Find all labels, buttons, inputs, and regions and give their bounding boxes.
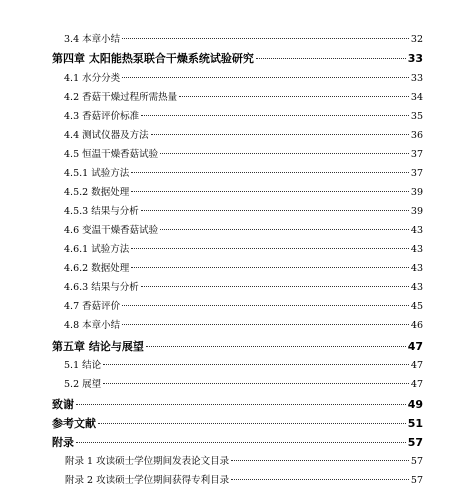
toc-entry-page-number: 46: [410, 320, 423, 331]
toc-entry[interactable]: [0, 50, 463, 69]
toc-entry-page-number: 49: [407, 398, 423, 411]
toc-dot-leader: [103, 383, 409, 384]
toc-entry[interactable]: [0, 279, 463, 298]
toc-entry-title: 5.2 展望: [64, 379, 102, 390]
toc-dot-leader: [122, 305, 409, 306]
toc-dot-leader: [179, 96, 409, 97]
toc-dot-leader: [256, 58, 406, 59]
toc-entry-title: 4.6 变温干燥香菇试验: [64, 225, 159, 236]
toc-dot-leader: [160, 153, 409, 154]
toc-entry[interactable]: [0, 415, 463, 434]
toc-entry[interactable]: [0, 357, 463, 376]
toc-entry-title: 第四章 太阳能热泵联合干燥系统试验研究: [52, 52, 254, 65]
toc-entry-title: 4.5.3 结果与分析: [64, 206, 139, 217]
toc-entry[interactable]: [0, 184, 463, 203]
toc-entry-page-number: 33: [410, 73, 423, 84]
toc-entry[interactable]: [0, 317, 463, 336]
toc-entry-page-number: 45: [410, 301, 423, 312]
toc-entry-page-number: 32: [410, 34, 423, 45]
toc-dot-leader: [146, 346, 406, 347]
toc-entry[interactable]: [0, 222, 463, 241]
toc-dot-leader: [160, 229, 409, 230]
toc-dot-leader: [141, 210, 409, 211]
toc-entry-page-number: 43: [410, 244, 423, 255]
toc-entry-title: 4.7 香菇评价: [64, 301, 121, 312]
toc-entry-title: 4.5.1 试验方法: [64, 168, 130, 179]
toc-entry[interactable]: [0, 31, 463, 50]
toc-entry[interactable]: [0, 298, 463, 317]
toc-entry-title: 4.8 本章小结: [64, 320, 121, 331]
toc-entry[interactable]: [0, 165, 463, 184]
toc-entry-page-number: 47: [407, 340, 423, 353]
toc-entry-page-number: 33: [407, 52, 423, 65]
toc-dot-leader: [131, 267, 409, 268]
toc-entry[interactable]: [0, 203, 463, 222]
toc-dot-leader: [122, 77, 409, 78]
toc-dot-leader: [131, 191, 409, 192]
toc-entry-title: 4.2 香菇干燥过程所需热量: [64, 92, 178, 103]
toc-entry-page-number: 37: [410, 149, 423, 160]
toc-entry-title: 附录 2 攻读硕士学位期间获得专利目录: [65, 475, 230, 486]
toc-entry-title: 4.6.2 数据处理: [64, 263, 130, 274]
toc-entry-title: 4.3 香菇评价标准: [64, 111, 140, 122]
toc-dot-leader: [131, 172, 409, 173]
toc-dot-leader: [141, 115, 409, 116]
toc-entry[interactable]: [0, 434, 463, 453]
toc-dot-leader: [103, 364, 409, 365]
toc-entry[interactable]: [0, 108, 463, 127]
toc-entry[interactable]: [0, 376, 463, 395]
toc-entry-title: 参考文献: [52, 417, 96, 430]
toc-entry-title: 附录: [52, 436, 74, 449]
toc-entry-page-number: 57: [407, 436, 423, 449]
toc-entry-title: 4.4 测试仪器及方法: [64, 130, 149, 141]
toc-entry-title: 3.4 本章小结: [64, 34, 121, 45]
toc-entry-title: 4.1 水分分类: [64, 73, 121, 84]
toc-entry[interactable]: [0, 89, 463, 108]
toc-entry-page-number: 57: [410, 456, 423, 467]
toc-entry-page-number: 51: [407, 417, 423, 430]
toc-entry-title: 4.5 恒温干燥香菇试验: [64, 149, 159, 160]
toc-entry-title: 4.5.2 数据处理: [64, 187, 130, 198]
toc-dot-leader: [76, 442, 406, 443]
toc-entry[interactable]: [0, 260, 463, 279]
toc-dot-leader: [131, 248, 409, 249]
toc-entry-page-number: 39: [410, 206, 423, 217]
toc-entry[interactable]: [0, 396, 463, 415]
toc-entry[interactable]: [0, 453, 463, 472]
toc-entry-page-number: 47: [410, 360, 423, 371]
toc-entry-title: 附录 1 攻读硕士学位期间发表论文目录: [65, 456, 230, 467]
toc-entry-page-number: 43: [410, 263, 423, 274]
toc-entry[interactable]: [0, 127, 463, 146]
toc-entry-page-number: 34: [410, 92, 423, 103]
toc-entry[interactable]: [0, 146, 463, 165]
toc-dot-leader: [141, 286, 409, 287]
toc-entry[interactable]: [0, 472, 463, 491]
toc-dot-leader: [231, 460, 409, 461]
toc-entry-title: 4.6.3 结果与分析: [64, 282, 139, 293]
toc-entry[interactable]: [0, 338, 463, 357]
toc-entry-title: 致谢: [52, 398, 74, 411]
toc-entry-page-number: 35: [410, 111, 423, 122]
toc-entry-title: 4.6.1 试验方法: [64, 244, 130, 255]
toc-entry-page-number: 36: [410, 130, 423, 141]
toc-entry-page-number: 43: [410, 225, 423, 236]
toc-entry-page-number: 57: [410, 475, 423, 486]
toc-entry-page-number: 39: [410, 187, 423, 198]
toc-dot-leader: [122, 38, 409, 39]
toc-entry-title: 第五章 结论与展望: [52, 340, 144, 353]
toc-dot-leader: [122, 324, 409, 325]
toc-entry[interactable]: [0, 241, 463, 260]
toc-entry-page-number: 47: [410, 379, 423, 390]
toc-entry[interactable]: [0, 70, 463, 89]
toc-dot-leader: [151, 134, 409, 135]
toc-dot-leader: [231, 479, 409, 480]
toc-dot-leader: [76, 404, 406, 405]
toc-entry-page-number: 43: [410, 282, 423, 293]
toc-entry-title: 5.1 结论: [64, 360, 102, 371]
toc-dot-leader: [98, 423, 406, 424]
toc-entry-page-number: 37: [410, 168, 423, 179]
